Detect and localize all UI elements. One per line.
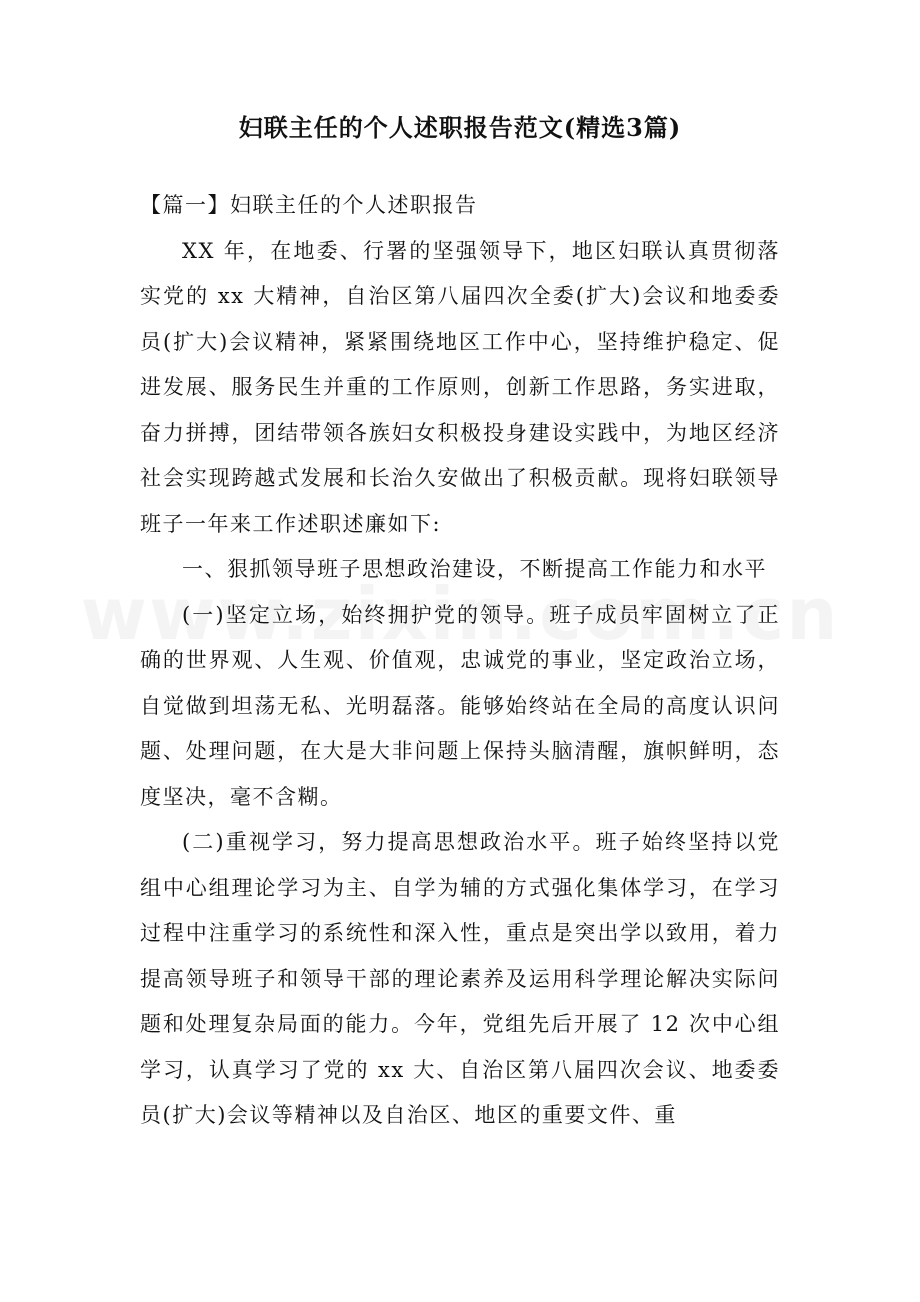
paragraph: XX 年，在地委、行署的坚强领导下，地区妇联认真贯彻落实党的 xx 大精神，自治区第八届四次全委(扩大)会议和地委委员(扩大)会议精神，紧紧围绕地区工作中心，坚持维护稳定、促进发展、服务民生并重的工作原则，创新工作思路，务实进取，奋力拼搏，团结带领各族妇女积极投身建设实践中，为地区经济社会实现跨越式发展和长治久安做出了积极贡献。现将妇联领导班子一年来工作述职述廉如下: <box>140 238 780 536</box>
section-heading: 【篇一】妇联主任的个人述职报告 <box>140 193 478 217</box>
document-title: 妇联主任的个人述职报告范文(精选3篇) <box>238 113 682 142</box>
paragraph: 一、狠抓领导班子思想政治建设，不断提高工作能力和水平 <box>182 557 767 581</box>
document-body <box>140 183 780 1139</box>
paragraph: (一)坚定立场，始终拥护党的领导。班子成员牢固树立了正确的世界观、人生观、价值观，忠诚党的事业，坚定政治立场，自觉做到坦荡无私、光明磊落。能够始终站在全局的高度认识问题、处理问题，在大是大非问题上保持头脑清醒，旗帜鲜明，态度坚决，毫不含糊。 <box>140 602 780 809</box>
paragraph: (二)重视学习，努力提高思想政治水平。班子始终坚持以党组中心组理论学习为主、自学为辅的方式强化集体学习，在学习过程中注重学习的系统性和深入性，重点是突出学以致用，着力提高领导班子和领导干部的理论素养及运用科学理论解决实际问题和处理复杂局面的能力。今年，党组先后开展了 12 次中心组学习，认真学习了党的 xx 大、自治区第八届四次会议、地委委员(扩大)会议等精神以及自治区、地区的重要文件、重 <box>140 830 780 1127</box>
